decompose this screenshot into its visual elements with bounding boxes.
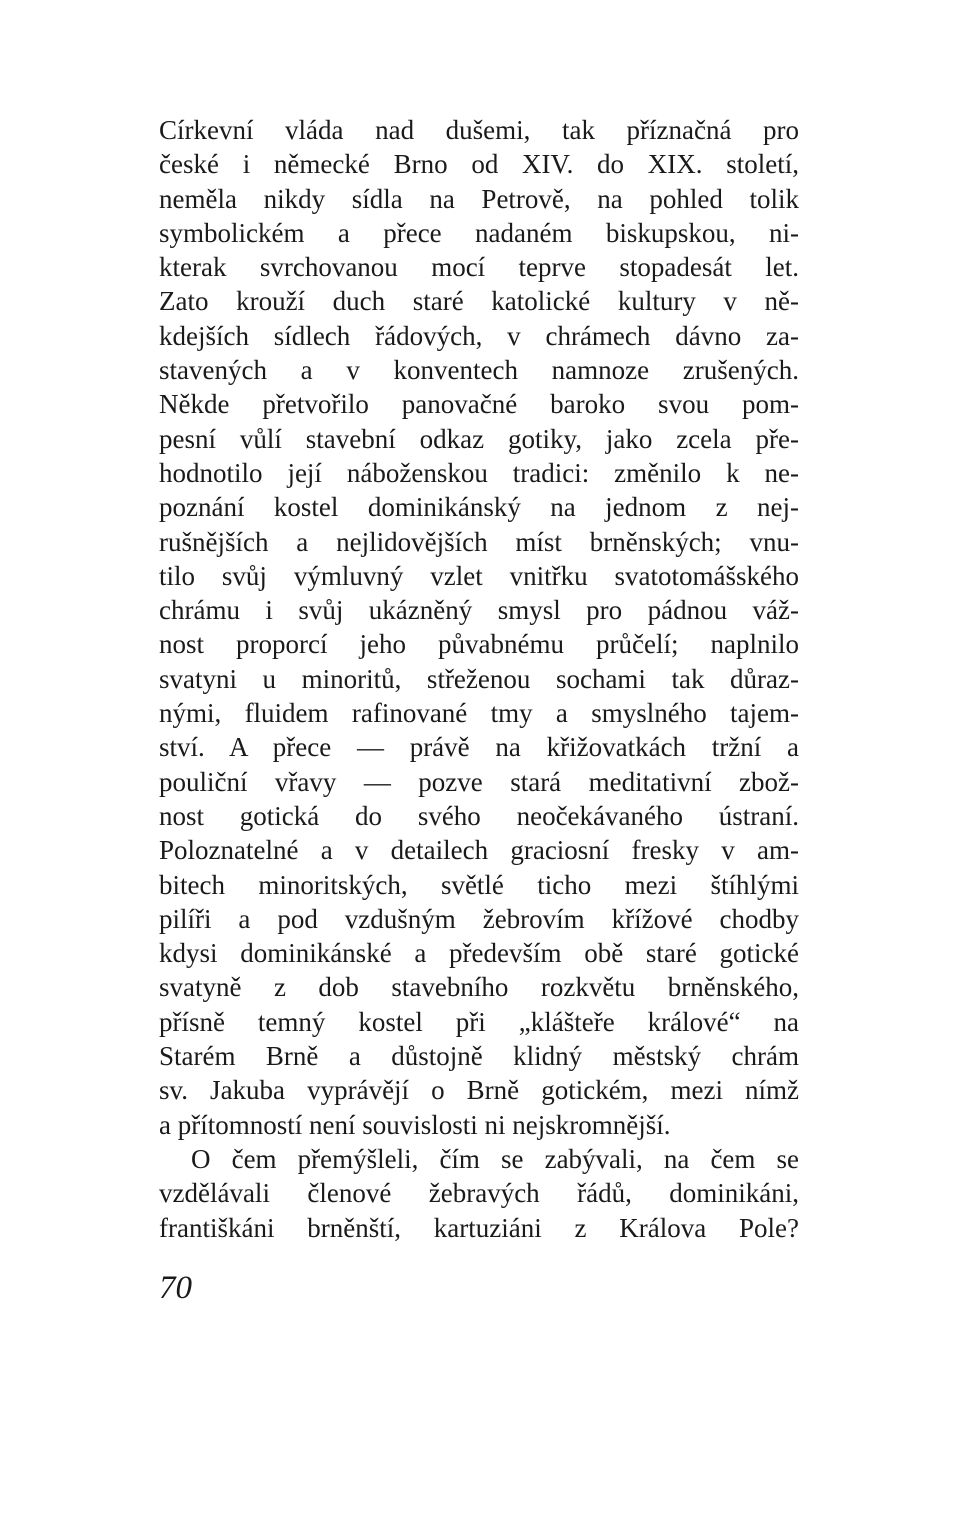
text-line: rušnějších a nejlidovějších míst brněnských; vnu- — [159, 526, 799, 557]
text-line: svatyně z dob stavebního rozkvětu brněnského, — [159, 972, 799, 1003]
text-line: stavených a v konventech namnoze zrušených. — [159, 355, 799, 386]
text-line: svatyni u minoritů, střeženou sochami tak důraz- — [159, 663, 799, 694]
text-line: hodnotilo její náboženskou tradici: změnilo k ne- — [159, 457, 799, 488]
text-line: bitech minoritských, světlé ticho mezi štíhlými — [159, 869, 799, 900]
text-line: kterak svrchovanou mocí teprve stopadesát let. — [159, 252, 799, 283]
text-line: Církevní vláda nad dušemi, tak příznačná pro — [159, 115, 799, 145]
text-line: nost gotická do svého neočekávaného ústraní. — [159, 800, 799, 831]
text-line: pesní vůlí stavební odkaz gotiky, jako zcela pře- — [159, 423, 799, 454]
text-line: Zato krouží duch staré katolické kultury v ně- — [159, 286, 799, 317]
text-line: nost proporcí jeho půvabnému průčelí; naplnilo — [159, 629, 799, 660]
text-line: františkáni brněnští, kartuziáni z Králova Pole? — [159, 1212, 799, 1243]
text-line: poznání kostel dominikánský na jednom z nej- — [159, 492, 799, 523]
text-line: pouliční vřavy — pozve stará meditativní zbož- — [159, 766, 799, 797]
text-line: chrámu i svůj ukázněný smysl pro pádnou váž- — [159, 595, 799, 626]
page-number: 70 — [159, 1270, 192, 1306]
text-line: symbolickém a přece nadaném biskupskou, ni- — [159, 217, 799, 248]
paragraph-last-line: a přítomností není souvislosti ni nejskromnější. — [159, 1109, 671, 1140]
text-line: Starém Brně a důstojně klidný městský chrám — [159, 1041, 799, 1072]
text-line: pilíři a pod vzdušným žebrovím křížové chodby — [159, 903, 799, 934]
text-line: ství. A přece — právě na křižovatkách tržní a — [159, 732, 799, 763]
text-line: tilo svůj výmluvný vzlet vnitřku svatotomášského — [159, 560, 799, 591]
text-line: Někde přetvořilo panovačné baroko svou pom- — [159, 389, 799, 420]
text-line: kdysi dominikánské a především obě staré gotické — [159, 938, 799, 969]
text-line: sv. Jakuba vyprávějí o Brně gotickém, mezi nímž — [159, 1075, 799, 1106]
text-line: Poloznatelné a v detailech graciosní fresky v am- — [159, 835, 799, 866]
body-text — [159, 113, 799, 1245]
text-line: kdejších sídlech řádových, v chrámech dávno za- — [159, 320, 799, 351]
text-line: nými, fluidem rafinované tmy a smyslného tajem- — [159, 698, 799, 729]
text-line: neměla nikdy sídla na Petrově, na pohled tolik — [159, 183, 799, 214]
text-line: české i německé Brno od XIV. do XIX. století, — [159, 149, 799, 180]
text-line: přísně temný kostel při „klášteře králové“ na — [159, 1006, 799, 1037]
paragraph-first-line: O čem přemýšleli, čím se zabývali, na čem se — [191, 1143, 799, 1174]
text-line: vzdělávali členové žebravých řádů, dominikáni, — [159, 1178, 799, 1209]
